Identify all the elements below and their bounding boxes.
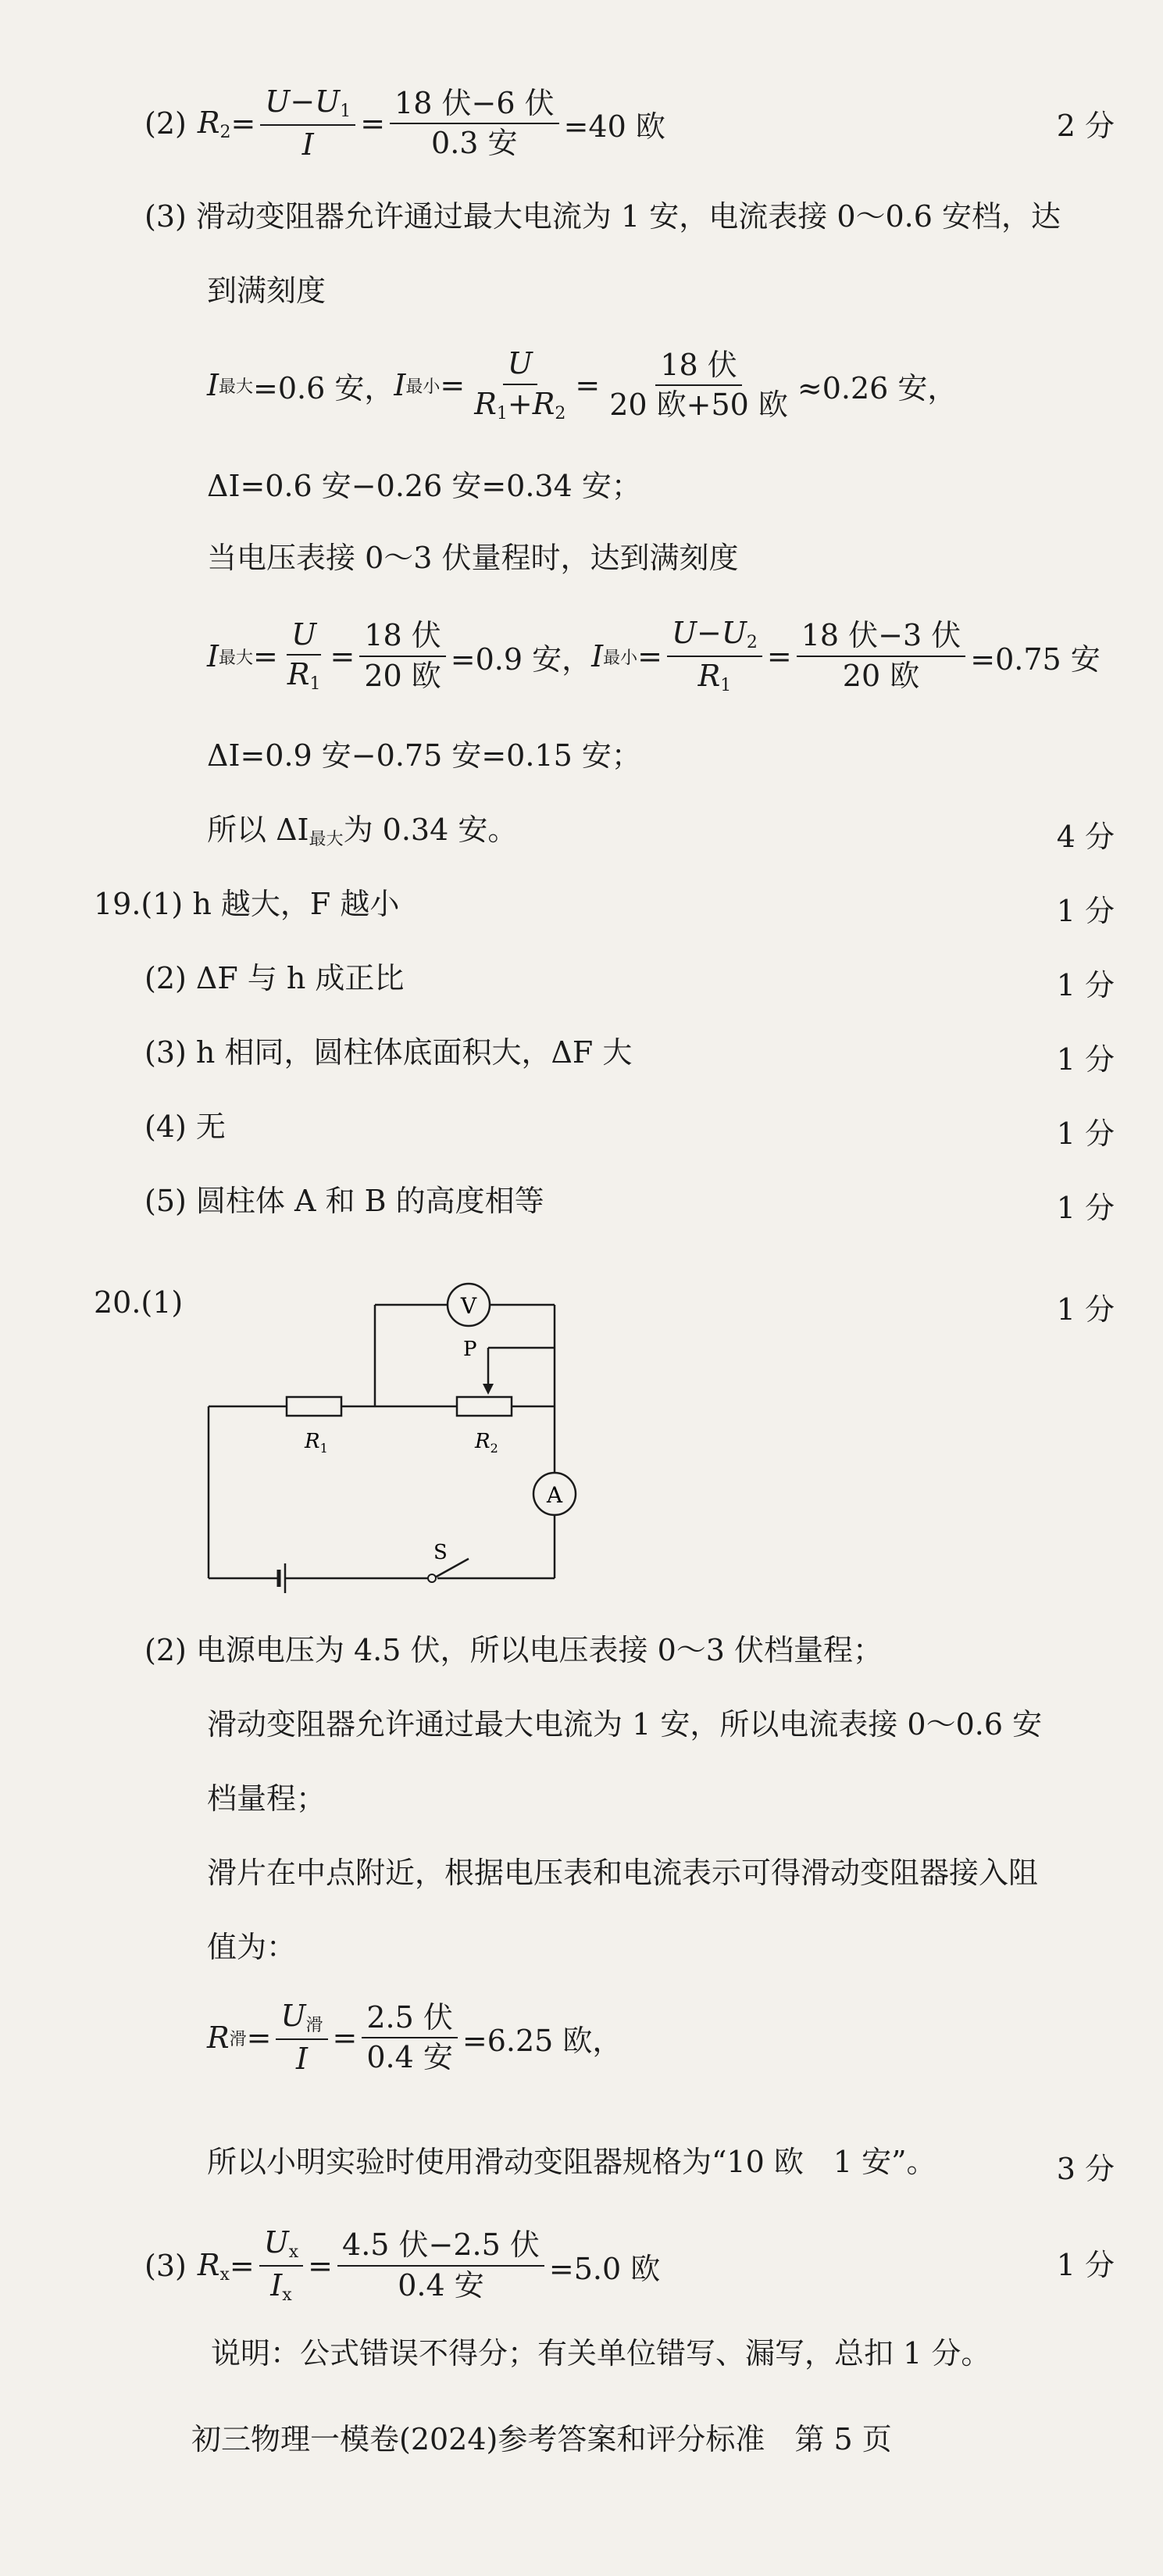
u-symbol: U [291,616,317,652]
text-line: 滑片在中点附近，根据电压表和电流表示可得滑动变阻器接入阻 [207,1856,1039,1890]
score: 1 分 [1056,1042,1115,1077]
page-footer: 初三物理一模卷(2024)参考答案和评分标准 第 5 页 [191,2422,892,2456]
text-line: 档量程； [207,1781,326,1816]
text-line: 到满刻度 [207,273,326,308]
circuit-diagram [199,1270,605,1598]
score: 2 分 [1056,109,1115,143]
subscript: 最大 [219,648,254,668]
numerator: 2.5 伏 [362,2002,458,2039]
fraction [260,86,355,162]
i-symbol: I [394,368,406,403]
r2-sub: 2 [490,1441,498,1456]
fraction [337,2229,544,2303]
fraction [605,349,793,423]
result: =0.75 安 [970,641,1101,677]
subscript: 1 [309,674,321,695]
numerator: 4.5 伏−2.5 伏 [337,2229,544,2267]
q19-item: 19.(1) h 越大，F 越小 [94,887,400,921]
score: 4 分 [1056,820,1115,854]
numerator: 18 伏−3 伏 [797,620,966,657]
score: 1 分 [1056,1191,1115,1225]
u-minus-u: U−U [672,616,747,650]
q18-part2-equation: (2) $R_2$ = $\frac{U-U_1}{I}$ = $\frac{\text{18 伏−6 伏}}{\text{0.3 安}}$ =40 欧 [144,84,665,163]
r-symbol: R [474,386,497,421]
subscript: x [219,2264,230,2285]
result: ≈0.26 安， [797,370,958,406]
subscript: 2 [746,633,758,652]
voltmeter-label: V [460,1293,477,1319]
q20-part3-equation: (3) $R_x$ = $\frac{U_x}{I_x}$ = $\frac{\text{4.5 伏−2.5 伏}}{\text{0.4 安}}$ =5.0 欧 [144,2225,661,2306]
fraction [259,2227,303,2305]
resistor-r2 [457,1397,512,1416]
value: =0.9 安， [450,641,592,677]
subscript: x [288,2242,299,2262]
part-label: (2) [144,106,187,141]
fraction [359,620,445,693]
result: =40 欧 [563,109,665,144]
switch-label: S [433,1541,448,1564]
fraction [390,85,559,161]
fraction [797,620,966,693]
q18-current-equation: I 最大 =0.6 安， I 最小 = $\frac{U}{R_1+R_2}$ = $\frac{\text{18 伏}}{\text{20 欧+50 欧}}$ ≈0.26 安， [207,346,958,423]
subscript: 2 [219,122,231,142]
plus-r: +R [507,386,555,421]
grading-note: 说明：公式错误不得分；有关单位错写、漏写，总扣 1 分。 [211,2336,991,2371]
subscript: 2 [555,403,566,423]
q19-item: (3) h 相同，圆柱体底面积大，ΔF 大 [144,1035,633,1070]
text-line: (3) 滑动变阻器允许通过最大电流为 1 安，电流表接 0～0.6 安档，达 [144,199,1061,234]
switch-pivot [428,1574,436,1582]
denominator: 0.3 安 [431,126,518,161]
text-line: ΔI=0.6 安−0.26 安=0.34 安； [207,469,641,503]
subscript: 滑 [229,2029,247,2049]
subscript: 1 [496,403,508,423]
numerator: 18 伏 [655,349,741,387]
u-symbol: U [263,2225,289,2260]
subscript: 最大 [219,377,254,397]
score: 1 分 [1056,1292,1115,1327]
score: 1 分 [1056,1117,1115,1151]
subscript: 滑 [305,2016,323,2035]
subscript: 最小 [405,377,441,397]
r1-label [304,1430,328,1456]
q19-item: (5) 圆柱体 A 和 B 的高度相等 [144,1184,544,1218]
text-line: (2) 电源电压为 4.5 伏，所以电压表接 0～3 伏档量程； [144,1633,883,1667]
fraction [276,2000,327,2076]
resistor-r1 [287,1397,341,1416]
denominator: 20 欧 [364,659,441,694]
minus: − [290,84,316,119]
text: 为 0.34 安。 [343,813,518,847]
text-line [207,813,517,850]
numerator: 18 伏 [359,620,445,657]
i-symbol: I [207,368,219,403]
denominator: 20 欧 [842,659,920,694]
score: 3 分 [1056,2152,1115,2186]
text-line: ΔI=0.9 安−0.75 安=0.15 安； [207,738,641,773]
u-symbol: U [265,84,291,119]
subscript: 1 [340,102,351,121]
i-symbol: I [270,2268,283,2303]
text-line: 值为： [207,1930,297,1964]
denominator: 0.4 安 [366,2040,453,2075]
r2-letter: R [475,1430,491,1453]
u-symbol: U [315,84,341,119]
text: 所以 ΔI [207,813,309,847]
subscript: 最小 [603,648,638,668]
text-line: 滑动变阻器允许通过最大电流为 1 安，所以电流表接 0～0.6 安 [207,1707,1043,1742]
r-symbol: R [287,657,310,692]
r2-label [474,1430,498,1456]
subscript: 最大 [309,830,344,849]
text-line: 所以小明实验时使用滑动变阻器规格为“10 欧 1 安”。 [207,2145,936,2179]
r-symbol: R [697,659,721,694]
i-symbol: I [301,127,314,163]
slider-label: P [463,1338,477,1361]
value: =0.6 安， [253,370,394,406]
r-symbol: R [197,105,220,140]
arrowhead-icon [483,1384,494,1395]
r1-letter: R [305,1430,320,1453]
i-symbol: I [296,2042,309,2077]
u-symbol: U [280,1999,306,2033]
fraction [362,1999,458,2075]
subscript: x [282,2285,292,2306]
result: =6.25 欧， [462,2023,623,2058]
r-symbol: R [207,2020,230,2056]
part-label: 20.(1) [94,1285,184,1320]
ammeter-label: A [546,1482,563,1508]
numerator: 18 伏−6 伏 [390,88,559,125]
u-symbol: U [507,346,533,381]
denominator: 20 欧+50 欧 [609,388,788,423]
q18-voltage-equation: I 最大 = $\frac{U}{R_1}$ = $\frac{\text{18 伏}}{\text{20 欧}}$ =0.9 安， I 最小 = $\frac{U-U_2}{R_1}$ = $\frac{\text{18 伏−3 伏}}{\text{20 欧}}$ =0.75 安 [207,616,1101,696]
r-symbol: R [197,2247,220,2282]
fraction [667,617,762,695]
score: 1 分 [1056,2248,1115,2282]
fraction [283,616,326,695]
denominator: 0.4 安 [398,2268,484,2303]
q19-item: (4) 无 [144,1109,226,1144]
score: 1 分 [1056,894,1115,928]
score: 1 分 [1056,968,1115,1002]
result: =5.0 欧 [548,2251,661,2286]
subscript: 1 [720,676,732,696]
q20-resistance-equation: R 滑 = $\frac{U_滑}{I}$ = $\frac{\text{2.5 伏}}{\text{0.4 安}}$ =6.25 欧， [207,1999,623,2077]
q19-item: (2) ΔF 与 h 成正比 [144,961,405,995]
r1-sub: 1 [319,1441,328,1456]
text-line: 当电压表接 0～3 伏量程时，达到满刻度 [207,541,739,575]
part-label: (3) [144,2249,187,2284]
fraction [469,348,570,423]
